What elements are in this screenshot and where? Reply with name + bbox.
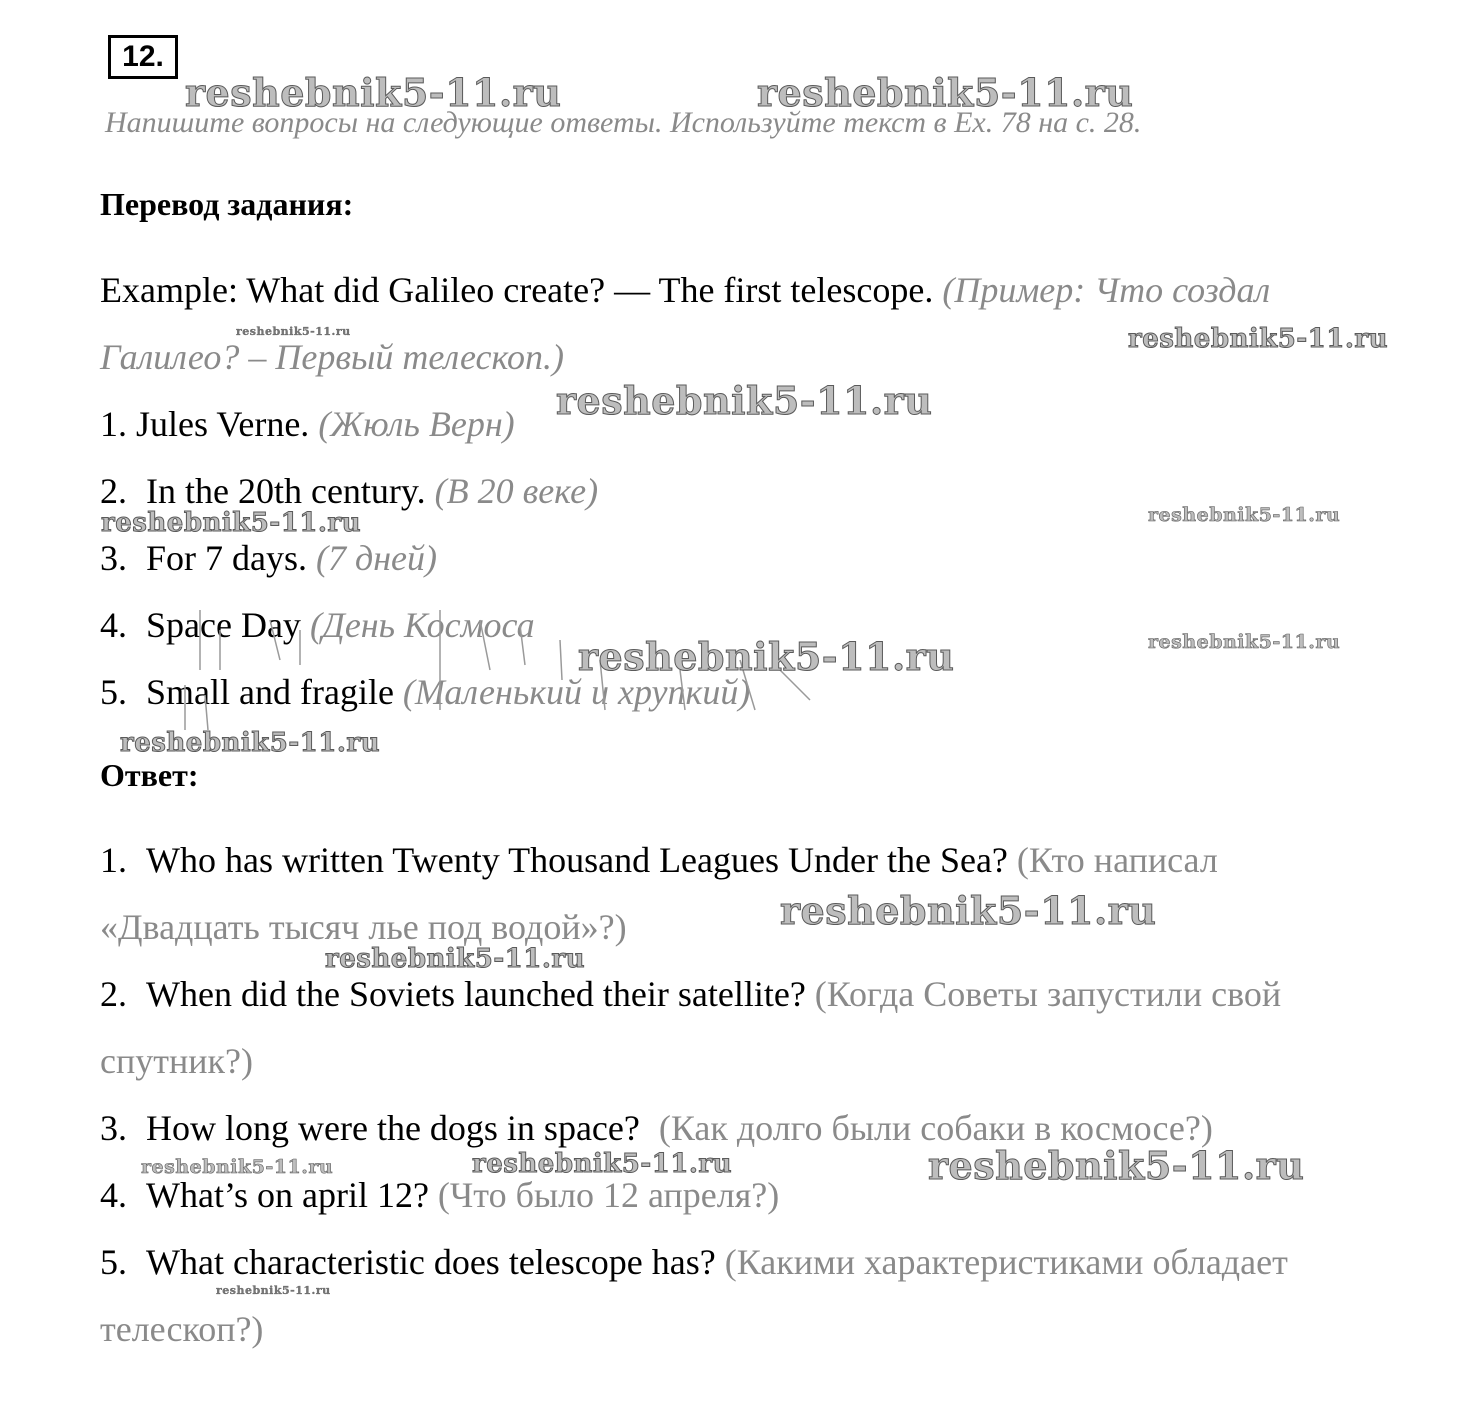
answer-number: 1. [100,840,127,880]
answer-translation: (Что было 12 апреля?) [437,1175,780,1215]
watermark: reshebnik5-11.ru [578,634,955,679]
example-line [100,268,1270,312]
answer-number: 4. [100,1175,127,1215]
watermark: reshebnik5-11.ru [120,728,381,758]
answer-heading: Ответ: [100,757,199,793]
watermark: reshebnik5-11.ru [1148,631,1341,653]
watermark: reshebnik5-11.ru [236,325,351,338]
answer-number: 5. [100,1242,127,1282]
watermark: reshebnik5-11.ru [780,888,1157,933]
answer-item-2-translation-cont: спутник?) [100,1041,253,1081]
watermark: reshebnik5-11.ru [185,70,562,115]
answer-text: What characteristic does telescope has? [146,1242,716,1282]
task-item-translation: (В 20 веке) [434,471,599,511]
answer-text: How long were the dogs in space? [146,1108,640,1148]
task-item-3 [100,536,437,580]
translation-heading: Перевод задания: [100,186,354,222]
answer-item-4 [100,1173,779,1217]
answer-text: When did the Soviets launched their satellite? [146,974,806,1014]
task-item-2 [100,469,598,513]
watermark: reshebnik5-11.ru [556,378,933,423]
watermark: reshebnik5-11.ru [757,70,1134,115]
watermark: reshebnik5-11.ru [325,944,586,974]
answer-translation: (Кто написал [1016,840,1218,880]
answer-item-5-translation-cont: телескоп?) [100,1309,264,1349]
task-item-text: Jules Verne. [136,404,310,444]
task-item-text: For 7 days. [146,538,307,578]
example-translation-cont: Галилео? – Первый телескоп.) [100,337,564,377]
task-item-translation: (День Космоса [309,605,535,645]
watermark: reshebnik5-11.ru [1148,504,1341,526]
watermark: reshebnik5-11.ru [141,1156,334,1178]
task-item-number: 5. [100,672,127,712]
task-item-text: In the 20th century. [146,471,426,511]
task-item-number: 2. [100,471,127,511]
task-item-translation: (Маленький и хрупкий) [402,672,751,712]
example-translation: (Пример: Что создал [942,270,1271,310]
watermark: reshebnik5-11.ru [1128,324,1389,354]
exercise-instruction: Напишите вопросы на следующие ответы. Используйте текст в Ex. 78 на с. 28. [105,106,1142,139]
answer-text: What’s on april 12? [146,1175,429,1215]
task-item-number: 4. [100,605,127,645]
task-item-text: Small and fragile [146,672,394,712]
answer-number: 3. [100,1108,127,1148]
watermark: reshebnik5-11.ru [472,1149,733,1179]
task-item-translation: (Жюль Верн) [318,404,515,444]
answer-item-5 [100,1240,1288,1284]
task-item-number: 3. [100,538,127,578]
answer-item-1-translation-cont: «Двадцать тысяч лье под водой»?) [100,907,627,947]
task-item-text: Space Day [146,605,301,645]
watermark: reshebnik5-11.ru [216,1284,331,1297]
answer-text: Who has written Twenty Thousand Leagues Under the Sea? [146,840,1008,880]
example-text: Example: What did Galileo create? — The first telescope. [100,270,934,310]
task-item-1 [100,402,515,446]
task-item-number: 1. [100,404,127,444]
task-item-translation: (7 дней) [316,538,438,578]
answer-number: 2. [100,974,127,1014]
answer-translation: (Когда Советы запустили свой [814,974,1282,1014]
watermark: reshebnik5-11.ru [101,508,362,538]
watermark: reshebnik5-11.ru [928,1143,1305,1188]
answer-translation: (Какими характеристиками обладает [724,1242,1288,1282]
answer-translation: (Как долго были собаки в космосе?) [658,1108,1213,1148]
answer-item-1 [100,838,1218,882]
answer-item-2 [100,972,1281,1016]
exercise-number-box: 12. [108,35,178,79]
